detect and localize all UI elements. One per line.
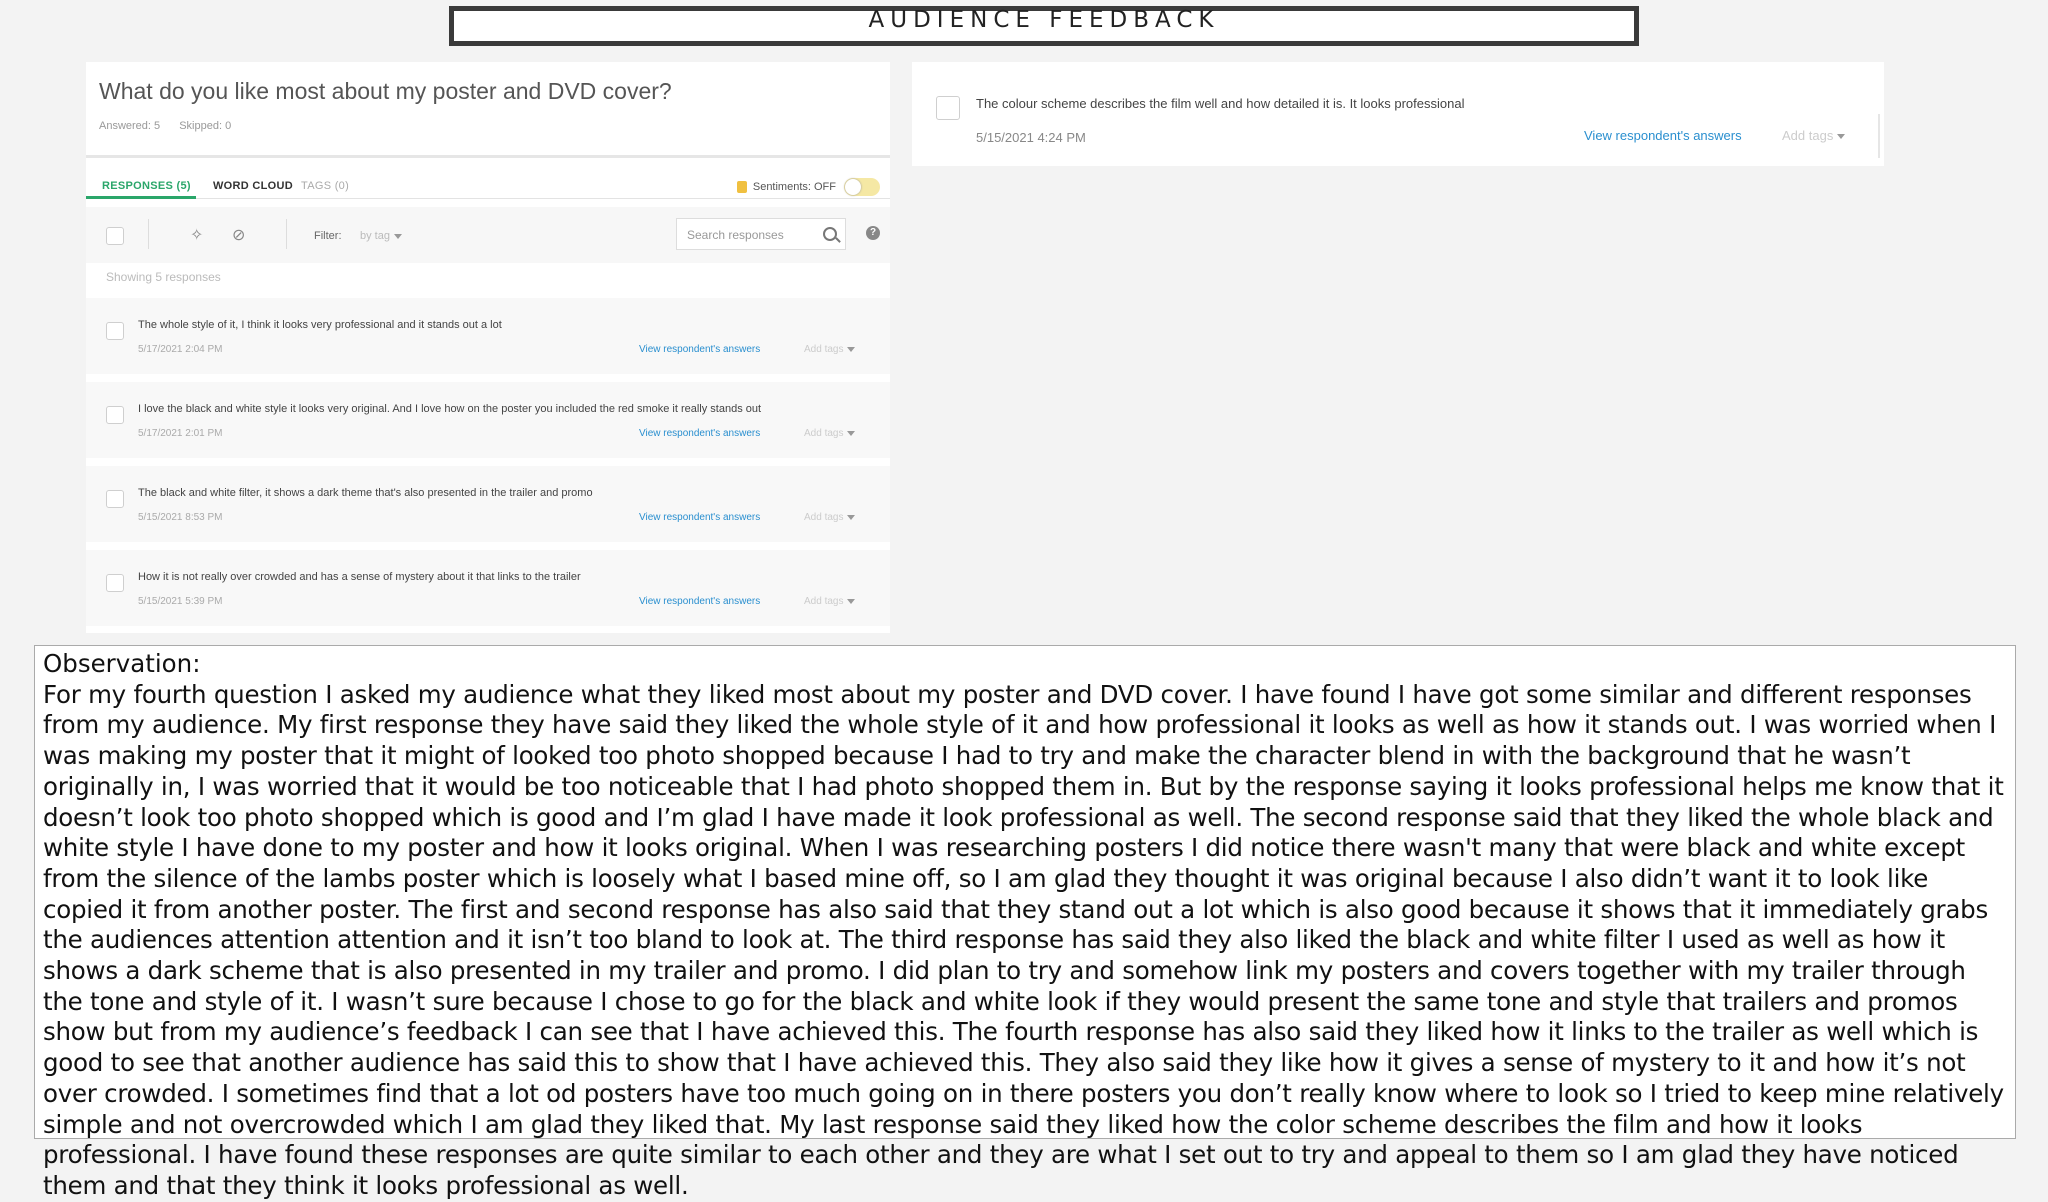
- response-checkbox[interactable]: [936, 96, 960, 120]
- slide-title: AUDIENCE FEEDBACK: [868, 7, 1220, 33]
- response-date: 5/17/2021 2:01 PM: [138, 428, 223, 439]
- search-placeholder: Search responses: [687, 228, 784, 242]
- response-text: I love the black and white style it looks very original. And I love how on the poster you included the red smoke it really stands out: [138, 403, 762, 415]
- toolbar-separator: [148, 219, 149, 249]
- help-icon[interactable]: ?: [866, 226, 880, 240]
- chevron-down-icon: [847, 515, 855, 520]
- response-date: 5/15/2021 4:24 PM: [976, 130, 1086, 145]
- response-card: [912, 62, 1884, 166]
- response-row: [86, 466, 890, 542]
- add-tags-label: Add tags: [804, 596, 844, 607]
- responses-toolbar: [86, 207, 890, 263]
- response-date: 5/17/2021 2:04 PM: [138, 344, 223, 355]
- response-text: The colour scheme describes the film well and how detailed it is. It looks professional: [976, 96, 1465, 111]
- search-icon[interactable]: [823, 227, 837, 241]
- response-text: The whole style of it, I think it looks very professional and it stands out a lot: [138, 319, 502, 331]
- filter-dropdown[interactable]: [360, 230, 402, 242]
- pin-icon[interactable]: ✧: [190, 227, 204, 244]
- slide-title-box: [449, 6, 1639, 46]
- response-row: [86, 298, 890, 374]
- response-row: [86, 550, 890, 626]
- response-date: 5/15/2021 8:53 PM: [138, 512, 223, 523]
- observation-heading: Observation:: [43, 649, 201, 678]
- question-title: What do you like most about my poster and DVD cover?: [99, 78, 672, 104]
- add-tags-dropdown[interactable]: [804, 512, 855, 523]
- view-answers-link[interactable]: View respondent's answers: [639, 428, 761, 439]
- sentiments-label: Sentiments: OFF: [752, 181, 836, 193]
- add-tags-label: Add tags: [804, 344, 844, 355]
- search-input[interactable]: [676, 218, 846, 250]
- answered-count: Answered: 5: [99, 120, 161, 132]
- response-checkbox[interactable]: [106, 322, 124, 340]
- skipped-count: Skipped: 0: [179, 120, 232, 132]
- survey-panel: [86, 62, 890, 633]
- chevron-down-icon: [847, 599, 855, 604]
- view-answers-link[interactable]: View respondent's answers: [639, 344, 761, 355]
- tab-word-cloud[interactable]: WORD CLOUD: [213, 180, 293, 192]
- response-text: How it is not really over crowded and has a sense of mystery about it that links to the trailer: [138, 571, 581, 583]
- observation-box: [34, 645, 2016, 1200]
- chevron-down-icon: [394, 234, 402, 239]
- add-tags-dropdown[interactable]: [804, 596, 855, 607]
- view-answers-link[interactable]: View respondent's answers: [1584, 128, 1742, 143]
- chevron-down-icon: [847, 431, 855, 436]
- chevron-down-icon: [847, 347, 855, 352]
- response-date: 5/15/2021 5:39 PM: [138, 596, 223, 607]
- showing-count: Showing 5 responses: [106, 270, 221, 284]
- response-row: [86, 382, 890, 458]
- response-checkbox[interactable]: [106, 406, 124, 424]
- card-edge: [1878, 114, 1880, 158]
- tab-active-indicator: [86, 196, 196, 199]
- add-tags-dropdown[interactable]: [804, 344, 855, 355]
- chevron-down-icon: [1837, 134, 1845, 139]
- tab-tags[interactable]: TAGS (0): [301, 180, 350, 192]
- toolbar-separator: [286, 219, 287, 249]
- sentiments-control[interactable]: [737, 178, 880, 196]
- add-tags-label: Add tags: [804, 428, 844, 439]
- question-meta: [99, 120, 247, 132]
- lock-icon: [737, 181, 747, 193]
- add-tags-label: Add tags: [804, 512, 844, 523]
- response-checkbox[interactable]: [106, 490, 124, 508]
- response-text: The black and white filter, it shows a dark theme that's also presented in the trailer and promo: [138, 487, 593, 499]
- tab-responses[interactable]: RESPONSES (5): [102, 180, 191, 192]
- tab-divider: [86, 198, 890, 199]
- filter-value: by tag: [360, 230, 390, 242]
- view-answers-link[interactable]: View respondent's answers: [639, 596, 761, 607]
- response-checkbox[interactable]: [106, 574, 124, 592]
- select-all-checkbox[interactable]: [106, 227, 124, 245]
- observation-body: For my fourth question I asked my audience what they liked most about my poster and DVD cover. I have found I have got some similar and different responses from my audience. My first response they have said they liked the whole style of it and how professional it looks as well as how it stands out. I was worried when I was making my poster that it might of looked too photo shopped because I had to try and make the character blend in with the background that he wasn’t originally in, I was worried that it would be too noticeable that I had photo shopped them in. But by the response saying it looks professional helps me know that it doesn’t look too photo shopped which is good and I’m glad I have made it look professional as well. The second response said that they liked the whole black and white style I have done to my poster and how it looks original. When I was researching posters I did notice there wasn't many that were black and white except from the silence of the lambs poster which is loosely what I based mine off, so I am glad they thought it was original because I also didn’t want it to look like copied it from another poster. The first and second response has also said that they stand out a lot which is also good because it shows that it immediately grabs the audiences attention attention and it isn’t too bland to look at. The third response has said they also liked the black and white filter I used as well as how it shows a dark scheme that is also presented in my trailer and promo. I did plan to try and somehow link my posters and covers together with my trailer through the tone and style of it. I wasn’t sure because I chose to go for the black and white look if they would present the same tone and style that trailers and promos show but from my audience’s feedback I can see that I have achieved this. The fourth response has also said they liked how it links to the trailer as well which is good to see that another audience has said this to show that I have achieved this. They also said they like how it gives a sense of mystery to it and how it’s not over crowded. I sometimes find that a lot od posters have too much going on in there posters you don’t really know where to look so I tried to keep mine relatively simple and not overcrowded which I am glad they liked that. My last response said they liked how the color scheme describes the film and how it looks professional. I have found these responses are quite similar to each other and they are what I set out to try and appeal to them so I am glad they have noticed them and that they think it looks professional as well.: [43, 679, 2004, 1200]
- sentiments-toggle[interactable]: [844, 178, 880, 196]
- view-answers-link[interactable]: View respondent's answers: [639, 512, 761, 523]
- add-tags-label: Add tags: [1782, 128, 1834, 143]
- add-tags-dropdown[interactable]: [1782, 128, 1845, 143]
- add-tags-dropdown[interactable]: [804, 428, 855, 439]
- filter-label: Filter:: [314, 230, 342, 242]
- divider: [86, 155, 890, 158]
- tag-icon[interactable]: ⊘: [232, 227, 246, 244]
